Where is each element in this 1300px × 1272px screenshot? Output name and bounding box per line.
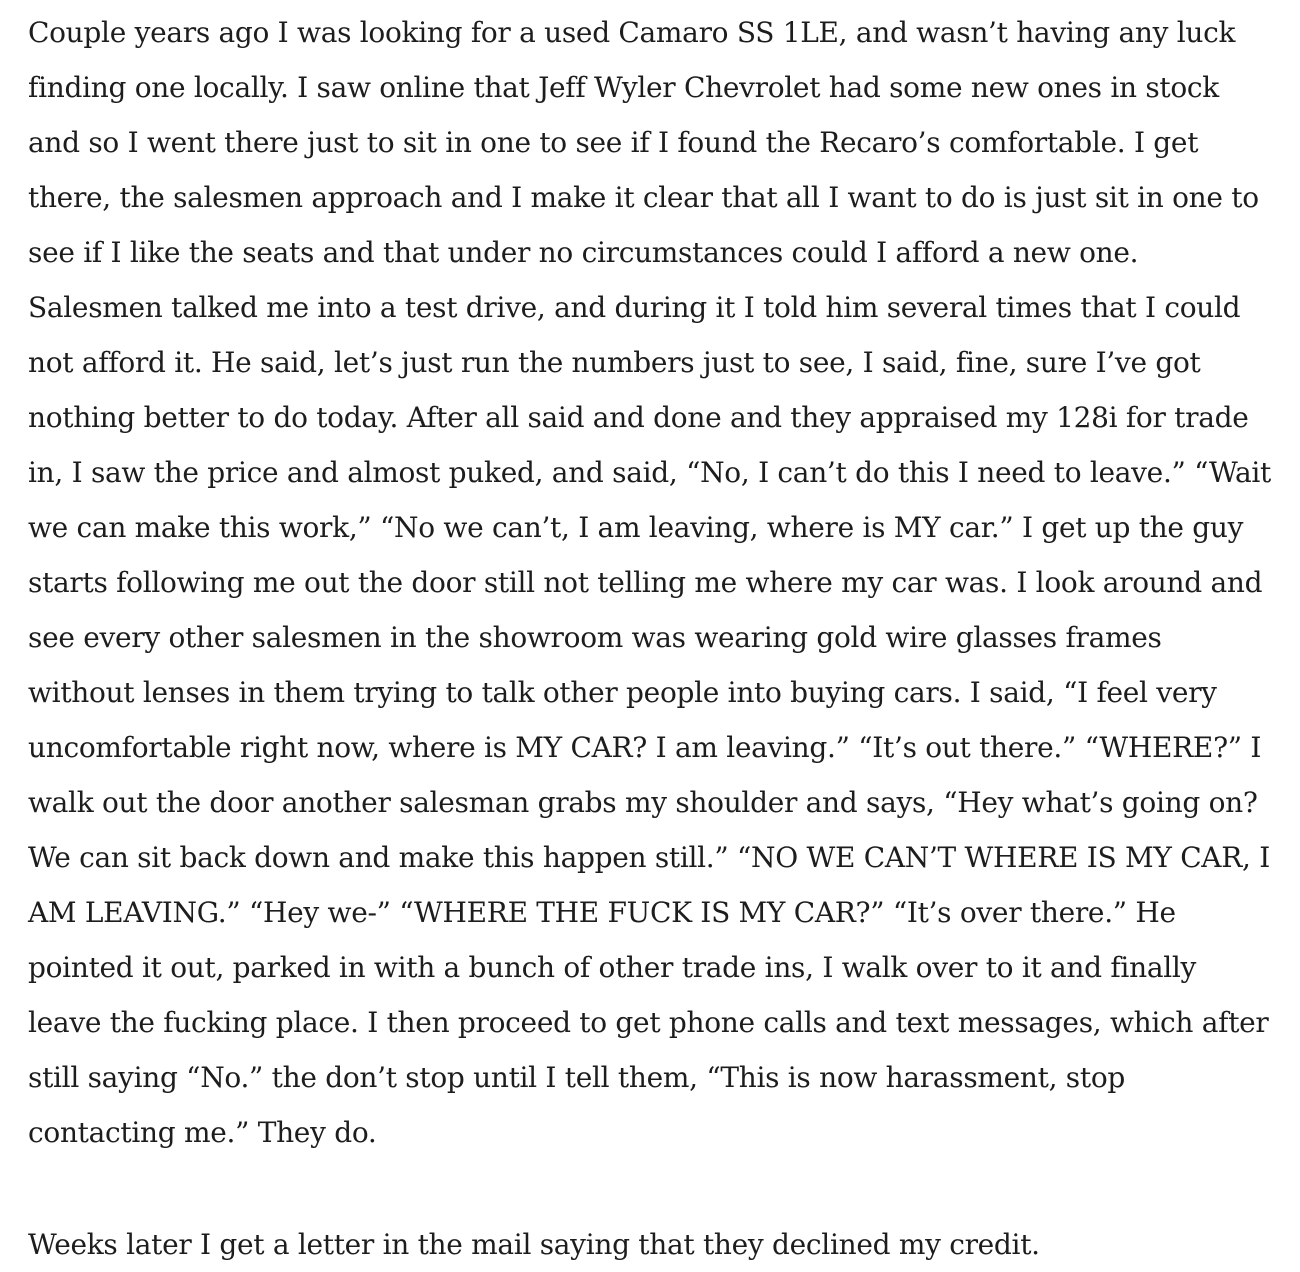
credit-declined-paragraph: Weeks later I get a letter in the mail saying that they declined my credit. — [28, 1228, 1040, 1261]
story-paragraph: Couple years ago I was looking for a used Camaro SS 1LE, and wasn’t having any luck finding one locally. I saw online that Jeff Wyler Chevrolet had some new ones in stock and so I went there just to sit in one to see if I found the Recaro’s comfortable. I get there, the salesmen approach and I make it clear that all I want to do is just sit in one to see if I like the seats and that under no circumstances could I afford a new one. Salesmen talked me into a test drive, and during it I told him several times that I could not afford it. He said, let’s just run the numbers just to see, I said, fine, sure I’ve got nothing better to do today. After all said and done and they appraised my 128i for trade in, I saw the price and almost puked, and said, “No, I can’t do this I need to leave.” “Wait we can make this work,” “No we can’t, I am leaving, where is MY car.” I get up the guy starts following me out the door still not telling me where my car was. I look around and see every other salesmen in the showroom was wearing gold wire glasses frames without lenses in them trying to talk other people into buying cars. I said, “I feel very uncomfortable right now, where is MY CAR? I am leaving.” “It’s out there.” “WHERE?” I walk out the door another salesman grabs my shoulder and says, “Hey what’s going on? We can sit back down and make this happen still.” “NO WE CAN’T WHERE IS MY CAR, I AM LEAVING.” “Hey we-” “WHERE THE FUCK IS MY CAR?” “It’s over there.” He pointed it out, parked in with a bunch of other trade ins, I walk over to it and finally leave the fucking place. I then proceed to get phone calls and text messages, which after still saying “No.” the don’t stop until I tell them, “This is now harassment, stop contacting me.” They do. — [28, 16, 1272, 1149]
